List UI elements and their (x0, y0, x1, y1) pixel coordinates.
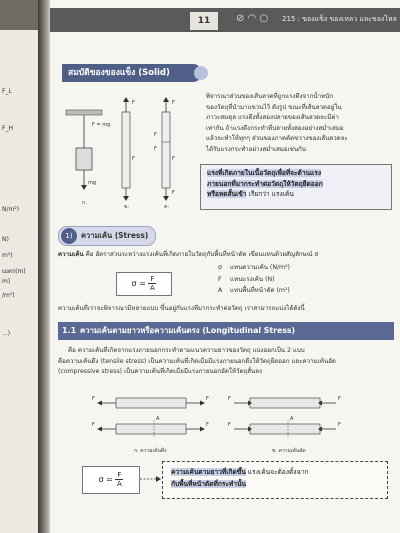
label-fl2: F (92, 422, 95, 428)
intro-line: แล้วจะทำให้ทุกๆ ส่วนของภาคตัดขวางของเส้นลวดจะ (206, 135, 348, 143)
arrow-to-tip (140, 474, 162, 484)
left-unit-2: N) (2, 236, 9, 243)
book-page (50, 0, 400, 533)
label-f-equals-mg: F = mg (92, 122, 111, 128)
label-fr4: F (338, 422, 341, 428)
symbol-sigma: σ (218, 264, 222, 271)
bottom-formula-denominator: A (117, 480, 122, 488)
header-icons: ⊘ ◠ ○ (236, 13, 269, 24)
caption-tensile: ก. ความเค้นดึง (134, 448, 167, 454)
left-label-fl: F_L (2, 88, 12, 95)
label-fr2: F (206, 422, 209, 428)
section-longitudinal-number: 1.1 (62, 326, 77, 335)
label-fl4: F (228, 422, 231, 428)
longitudinal-line: คือความเค้นดึง (tensile stress) เป็นความเค้นที่เกิดเมื่อมีแรงภายนอกดึงให้วัตถุยืดออก และความเค้นอัด (58, 357, 336, 365)
bottom-formula-numerator: F (117, 471, 122, 479)
bottom-formula-box (82, 466, 140, 494)
section-longitudinal-heading (58, 322, 394, 340)
note-line-3-rest: เรียกว่า แรงเค้น (246, 190, 294, 198)
formula-lhs: σ = (131, 279, 146, 288)
section-solid-heading (62, 64, 202, 82)
intro-line: พิจารณาส่วนของเส้นลวดที่ถูกแรงดึงจากน้ำหนัก (206, 93, 334, 100)
symbol-row (218, 285, 398, 297)
left-unit-6: /m²) (2, 292, 15, 299)
left-unit-1: N/m²) (2, 206, 20, 213)
intro-paragraph (206, 92, 396, 156)
label-f6: F (172, 156, 175, 162)
symbol-a-desc: แทนพื้นที่หน้าตัด (m²) (230, 287, 290, 294)
intro-line: ภาวะสมดุล แรงดึงทั้งสองปลายของเส้นลวดจะมีค่า (206, 114, 339, 122)
section-stress-label: ความเค้น (Stress) (81, 231, 149, 240)
note-line-1: แรงที่เกิดภายในเนื้อวัตถุเพื่อที่จะต้านแรง (207, 169, 322, 177)
formula-numerator: F (150, 275, 155, 283)
stress-definition (58, 250, 398, 261)
label-fl: F (92, 396, 95, 402)
left-page-edge (0, 30, 40, 533)
section-longitudinal-label: ความเค้นตามยาวหรือความเค้นตรง (Longitudinal Stress) (80, 326, 296, 335)
label-fr: F (206, 396, 209, 402)
section-stress-number: 1) (61, 228, 77, 244)
figure-longitudinal-stress (60, 384, 396, 458)
label-a2: A (290, 416, 294, 422)
tip-line-2: กับพื้นที่หน้าตัดที่กระทำนั้น (171, 480, 246, 488)
caption-compressive: ข. ความเค้นอัด (272, 448, 306, 454)
label-f5: F (154, 146, 157, 152)
note-line-3-bold: หรือหดสั้นเข้า (207, 190, 247, 198)
stress-note: ความเค้นที่เราจะพิจารณามีหลายแบบ ขึ้นอยู่กับแรงที่มากระทำต่อวัตถุ เราสามารถแบ่งได้ดังนี้ (58, 305, 305, 312)
label-mg: mg (88, 180, 97, 186)
left-unit-3: m²) (2, 252, 13, 259)
symbol-f: F (218, 275, 222, 283)
caption-a: ก. (82, 200, 87, 206)
stress-formula-box (116, 272, 172, 296)
stress-term: ความเค้น (58, 251, 84, 258)
symbol-sigma-desc: แทนความเค้น (N/m²) (230, 264, 290, 271)
caption-c: ค. (164, 204, 169, 208)
header-title: 215 : ของแข็ง ของเหลว และของไหล (282, 15, 397, 23)
heading-dot (194, 66, 208, 80)
bottom-formula-lhs: σ = (98, 475, 113, 484)
tip-bold: ความเค้นตามยาวที่เกิดขึ้น (171, 468, 246, 476)
section-solid-label: สมบัติของของแข็ง (Solid) (68, 68, 170, 78)
symbol-a: A (218, 287, 223, 294)
label-f7: F (172, 190, 175, 196)
left-unit-7: ...) (2, 330, 11, 337)
longitudinal-paragraph (58, 346, 398, 378)
symbol-row (218, 274, 398, 286)
note-line-2: ภายนอกที่มากระทำต่อวัตถุให้วัตถุยืดออก (207, 179, 323, 188)
formula-denominator: A (150, 284, 155, 292)
section-stress-heading (58, 226, 156, 246)
label-f2: F (132, 156, 135, 162)
label-fl3: F (228, 396, 231, 402)
intro-line: ของวัตถุที่นำมาแขวนไว้ ดังรูป ขณะที่เส้นลวดอยู่ใน (206, 103, 342, 111)
left-label-fh: F_H (2, 125, 13, 132)
intro-line: เท่ากัน ถ้าแรงดึงกระทำที่ปลายทั้งสองอย่างสม่ำเสมอ (206, 124, 344, 132)
symbol-f-desc: แทนแรงเค้น (N) (230, 275, 275, 283)
label-fr3: F (338, 396, 341, 402)
figure-wire-tension (58, 90, 198, 208)
page-number: 11 (190, 12, 218, 30)
longitudinal-line: คือ ความเค้นที่เกิดจากแรงภายนอกกระทำตามแนวความยาวของวัตถุ แบ่งออกเป็น 2 แบบ (68, 347, 305, 354)
stress-note-box (200, 164, 392, 210)
left-unit-5: m) (2, 278, 11, 285)
caption-b: ข. (124, 204, 130, 208)
label-a1: A (156, 416, 160, 422)
left-unit-4: เมตร(m) (2, 268, 26, 275)
tip-box (162, 461, 388, 499)
longitudinal-line: (compressive stress) เป็นความเค้นที่เกิดเมื่อมีแรงภายนอกอัดให้วัตถุสั้นลง (58, 368, 263, 376)
symbol-list (218, 262, 398, 297)
intro-line: ได้รับแรงกระทำอย่างสม่ำเสมอเช่นกัน (206, 145, 307, 153)
symbol-row (218, 262, 398, 274)
tip-rest: แรงเค้นจะต้องตั้งฉาก (245, 468, 309, 476)
label-f4: F (154, 132, 157, 138)
label-f3: F (172, 100, 175, 106)
stress-definition-text: คือ อัตราส่วนระหว่างแรงเค้นที่เกิดภายในวัตถุกับพื้นที่หน้าตัด เขียนแทนด้วยสัญลักษณ์ σ (83, 251, 319, 258)
label-f1: F (132, 100, 135, 106)
